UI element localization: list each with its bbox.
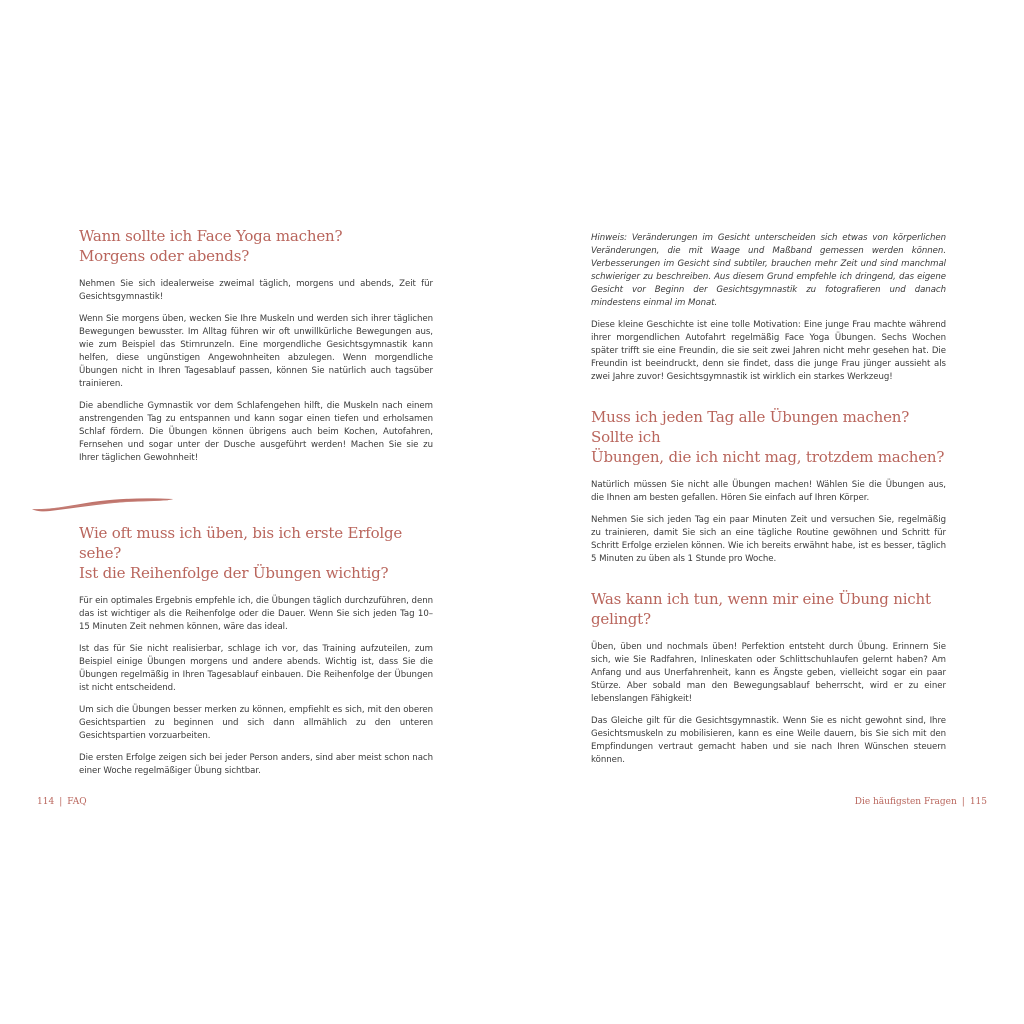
paragraph: Für ein optimales Ergebnis empfehle ich, die Übungen täglich durchzuführen, denn das ist wichtiger als die Reihenfolge oder die Dauer. Wenn Sie sich jeden Tag 10–15 Minuten Zeit nehmen können, wäre das ideal. <box>79 596 433 632</box>
brush-stroke-decoration <box>30 493 175 513</box>
paragraph: Die ersten Erfolge zeigen sich bei jeder Person anders, sind aber meist schon nach einer Woche regelmäßiger Übung sichtbar. <box>79 753 433 776</box>
folio-left <box>37 797 87 807</box>
heading-not-succeed: Was kann ich tun, wenn mir eine Übung nicht gelingt? <box>591 590 931 628</box>
paragraph: Die abendliche Gymnastik vor dem Schlafengehen hilft, die Muskeln nach einem anstrengenden Tag zu entspannen und kann sogar einen tiefen und erholsamen Schlaf fördern. Die Übungen können übrigens auch beim Kochen, Autofahren, Fernsehen und sogar unter der Dusche ausgeführt werden! Machen Sie sie zu Ihrer täglichen Gewohnheit! <box>79 401 433 463</box>
section-morning-evening <box>79 226 433 474</box>
folio-separator: | <box>961 797 965 807</box>
section-how-often <box>79 523 433 787</box>
folio-section: Die häufigsten Fragen <box>854 797 957 807</box>
paragraph: Wenn Sie morgens üben, wecken Sie Ihre Muskeln und werden sich ihrer täglichen Bewegungen bewusster. Im Alltag führen wir oft unwillkürliche Bewegungen aus, wie zum Beispiel das Stirnrunzeln. Eine morgendliche Gesichtsgymnastik kann helfen, diese ungünstigen Angewohnheiten abzulegen. Wenn morgendliche Übungen nicht in Ihren Tagesablauf passen, können Sie natürlich auch tagsüber trainieren. <box>79 314 433 389</box>
paragraph: Natürlich müssen Sie nicht alle Übungen machen! Wählen Sie die Übungen aus, die Ihnen am besten gefallen. Hören Sie einfach auf Ihren Körper. <box>591 480 946 503</box>
right-page <box>512 0 1024 1024</box>
paragraph: Nehmen Sie sich idealerweise zweimal täglich, morgens und abends, Zeit für Gesichtsgymnastik! <box>79 279 433 302</box>
right-column <box>591 232 946 776</box>
heading-line: Morgens oder abends? <box>79 247 250 265</box>
heading-every-day <box>591 407 946 467</box>
heading-line: Ist die Reihenfolge der Übungen wichtig? <box>79 564 389 582</box>
folio-separator: | <box>59 797 63 807</box>
paragraph: Ist das für Sie nicht realisierbar, schlage ich vor, das Training aufzuteilen, zum Beispiel einige Übungen morgens und andere abends. Wichtig ist, dass Sie die Übungen regelmäßig in Ihren Tagesablauf einbauen. Die Reihenfolge der Übungen ist nicht entscheidend. <box>79 644 433 693</box>
folio-section: FAQ <box>67 797 87 807</box>
paragraph: Nehmen Sie sich jeden Tag ein paar Minuten Zeit und versuchen Sie, regelmäßig zu trainieren, damit Sie sich an eine tägliche Routine gewöhnen und Schritt für Schritt Erfolge erzielen können. Wie ich bereits erwähnt habe, ist es besser, täglich 5 Minuten zu üben als 1 Stunde pro Woche. <box>591 515 946 564</box>
paragraph: Um sich die Übungen besser merken zu können, empfiehlt es sich, mit den oberen Gesichtspartien zu beginnen und sich dann allmählich zu den unteren Gesichtspartien vorzuarbeiten. <box>79 705 433 741</box>
heading-line: Wie oft muss ich üben, bis ich erste Erfolge sehe? <box>79 524 403 562</box>
heading-morning-evening <box>79 226 433 266</box>
paragraph: Das Gleiche gilt für die Gesichtsgymnastik. Wenn Sie es nicht gewohnt sind, Ihre Gesichtsmuskeln zu mobilisieren, kann es eine Weile dauern, bis Sie sich mit den Empfindungen vertraut gemacht haben und sie nach Ihren Wünschen steuern können. <box>591 716 946 765</box>
folio-right <box>855 797 987 807</box>
page-number: 114 <box>37 797 55 807</box>
heading-line: Übungen, die ich nicht mag, trotzdem machen? <box>591 448 945 466</box>
paragraph: Üben, üben und nochmals üben! Perfektion entsteht durch Übung. Erinnern Sie sich, wie Sie Radfahren, Inlineskaten oder Schlittschuhlaufen gelernt haben? Am Anfang und aus Unerfahrenheit, kann es Ängste geben, vielleicht sogar ein paar Stürze. Aber sobald man den Bewegungsablauf beherrscht, wird er zu einer lebenslangen Fähigkeit! <box>591 642 946 704</box>
heading-line: Wann sollte ich Face Yoga machen? <box>79 227 343 245</box>
heading-line: Muss ich jeden Tag alle Übungen machen? Sollte ich <box>591 408 910 446</box>
page-number: 115 <box>969 797 987 807</box>
story-paragraph: Diese kleine Geschichte ist eine tolle Motivation: Eine junge Frau machte während ihrer morgendlichen Autofahrt regelmäßig Face Yoga Übungen. Sechs Wochen später trifft sie eine Freundin, die sie seit zwei Jahren nicht mehr gesehen hat. Die Freundin ist beeindruckt, denn sie findet, dass die junge Frau jünger aussieht als zwei Jahre zuvor! Gesichtsgymnastik ist wirklich ein starkes Werkzeug! <box>591 320 946 382</box>
note-paragraph: Hinweis: Veränderungen im Gesicht unterscheiden sich etwas von körperlichen Veränderungen, die mit Waage und Maßband gemessen werden können. Verbesserungen im Gesicht sind subtiler, brauchen mehr Zeit und sind manchmal schwieriger zu beschreiben. Aus diesem Grund empfehle ich dringend, das eigene Gesicht vor Beginn der Gesichtsgymnastik zu fotografieren und danach mindestens einmal im Monat. <box>591 233 946 308</box>
heading-how-often <box>79 523 433 583</box>
